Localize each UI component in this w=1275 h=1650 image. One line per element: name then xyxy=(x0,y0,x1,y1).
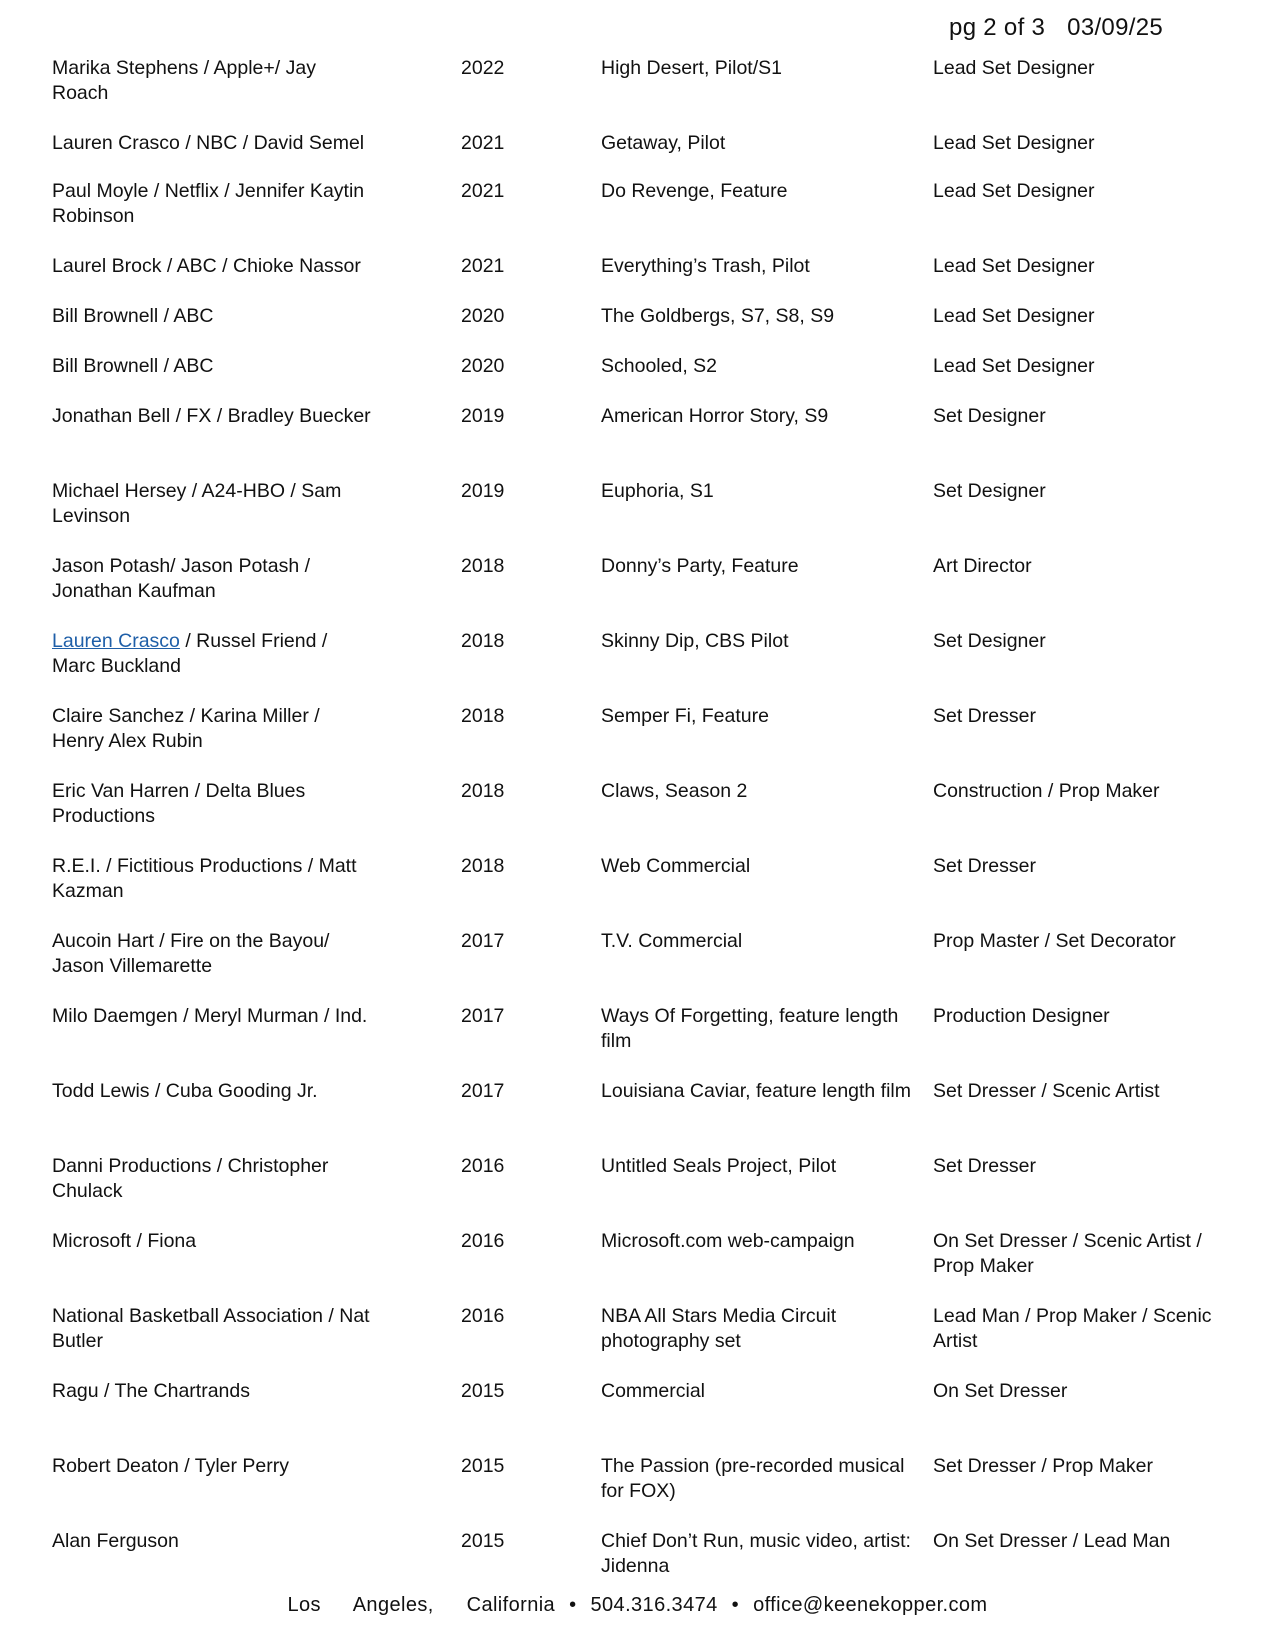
credit-role: Set Dresser / Prop Maker xyxy=(933,1455,1153,1477)
credit-project: Microsoft.com web-campaign xyxy=(601,1230,855,1252)
credit-row xyxy=(52,1000,1232,1075)
credit-project: Skinny Dip, CBS Pilot xyxy=(601,630,789,652)
credit-role: Lead Man / Prop Maker / Scenic Artist xyxy=(933,1305,1212,1352)
credit-project: Ways Of Forgetting, feature length film xyxy=(601,1005,899,1052)
credit-client: Microsoft / Fiona xyxy=(52,1230,197,1252)
credit-project: The Goldbergs, S7, S8, S9 xyxy=(601,305,835,327)
credit-year: 2020 xyxy=(461,305,505,327)
bullet-separator: • xyxy=(569,1594,577,1616)
credit-role: Art Director xyxy=(933,555,1032,577)
credit-year: 2016 xyxy=(461,1230,505,1252)
credit-project: Web Commercial xyxy=(601,855,751,877)
credit-row xyxy=(52,1225,1232,1300)
credit-year: 2016 xyxy=(461,1305,505,1327)
credit-year: 2015 xyxy=(461,1530,505,1552)
credit-role: Lead Set Designer xyxy=(933,132,1095,154)
credit-role: Lead Set Designer xyxy=(933,355,1095,377)
credit-row xyxy=(52,1300,1232,1375)
credit-year: 2019 xyxy=(461,405,505,427)
credit-role: Set Designer xyxy=(933,630,1046,652)
footer-phone: 504.316.3474 xyxy=(590,1594,718,1616)
contact-footer xyxy=(0,1594,1275,1617)
credit-project: Claws, Season 2 xyxy=(601,780,748,802)
credit-project: Schooled, S2 xyxy=(601,355,718,377)
credit-row xyxy=(52,400,1232,475)
client-rest: / Russel Friend / Marc Buckland xyxy=(52,630,328,677)
credit-client: Laurel Brock / ABC / Chioke Nassor xyxy=(52,255,361,277)
credit-client: Robert Deaton / Tyler Perry xyxy=(52,1455,289,1477)
credit-row xyxy=(52,850,1232,925)
credit-role: Set Dresser xyxy=(933,705,1036,727)
credit-year: 2017 xyxy=(461,1005,505,1027)
credit-row xyxy=(52,250,1232,300)
credit-row xyxy=(52,175,1232,250)
credit-client: Marika Stephens / Apple+/ Jay Roach xyxy=(52,57,316,104)
credit-project: American Horror Story, S9 xyxy=(601,405,829,427)
credit-project: The Passion (pre-recorded musical for FOX) xyxy=(601,1455,905,1502)
credit-row xyxy=(52,1450,1232,1525)
credit-row xyxy=(52,300,1232,350)
credit-project: Everything’s Trash, Pilot xyxy=(601,255,810,277)
credit-row xyxy=(52,775,1232,850)
credit-year: 2015 xyxy=(461,1380,505,1402)
credit-year: 2021 xyxy=(461,180,505,202)
credit-role: Lead Set Designer xyxy=(933,255,1095,277)
credit-year: 2018 xyxy=(461,555,505,577)
credit-client: Bill Brownell / ABC xyxy=(52,305,214,327)
credit-row xyxy=(52,700,1232,775)
credit-row xyxy=(52,1375,1232,1450)
credit-year: 2021 xyxy=(461,132,505,154)
credit-year: 2020 xyxy=(461,355,505,377)
client-link[interactable]: Lauren Crasco xyxy=(52,630,180,652)
credit-row xyxy=(52,475,1232,550)
credit-client: Aucoin Hart / Fire on the Bayou/ Jason Villemarette xyxy=(52,930,330,977)
credit-row xyxy=(52,925,1232,1000)
page-number: pg 2 of 3 xyxy=(949,14,1046,41)
credit-role: Prop Master / Set Decorator xyxy=(933,930,1176,952)
page-header xyxy=(949,14,1163,42)
credit-role: Set Designer xyxy=(933,405,1046,427)
credit-role: On Set Dresser / Scenic Artist / Prop Maker xyxy=(933,1230,1202,1277)
credit-year: 2018 xyxy=(461,630,505,652)
credit-row xyxy=(52,1525,1232,1600)
credit-client: Jason Potash/ Jason Potash / Jonathan Kaufman xyxy=(52,555,310,602)
credit-role: Lead Set Designer xyxy=(933,180,1095,202)
credit-role: Set Dresser xyxy=(933,1155,1036,1177)
credit-project: T.V. Commercial xyxy=(601,930,743,952)
credit-client: Jonathan Bell / FX / Bradley Buecker xyxy=(52,405,371,427)
credit-role: Set Designer xyxy=(933,480,1046,502)
credit-role: On Set Dresser xyxy=(933,1380,1068,1402)
footer-email: office@keenekopper.com xyxy=(753,1594,988,1616)
credit-year: 2018 xyxy=(461,780,505,802)
credit-role: Set Dresser / Scenic Artist xyxy=(933,1080,1160,1102)
credit-role: Lead Set Designer xyxy=(933,305,1095,327)
credit-client: Bill Brownell / ABC xyxy=(52,355,214,377)
credit-year: 2018 xyxy=(461,855,505,877)
credits-table xyxy=(52,52,1232,1600)
credit-client: Danni Productions / Christopher Chulack xyxy=(52,1155,329,1202)
credit-year: 2017 xyxy=(461,930,505,952)
credit-client: Ragu / The Chartrands xyxy=(52,1380,250,1402)
credit-role: Set Dresser xyxy=(933,855,1036,877)
credit-project: Chief Don’t Run, music video, artist: Jidenna xyxy=(601,1530,911,1577)
credit-row xyxy=(52,550,1232,625)
credit-client: Lauren Crasco / NBC / David Semel xyxy=(52,132,365,154)
credit-year: 2021 xyxy=(461,255,505,277)
credit-client: R.E.I. / Fictitious Productions / Matt Kazman xyxy=(52,855,357,902)
credit-role: Lead Set Designer xyxy=(933,57,1095,79)
credit-row xyxy=(52,1075,1232,1150)
credit-role: Production Designer xyxy=(933,1005,1110,1027)
credit-client: Todd Lewis / Cuba Gooding Jr. xyxy=(52,1080,318,1102)
credit-project: Getaway, Pilot xyxy=(601,132,726,154)
credit-project: Commercial xyxy=(601,1380,706,1402)
credit-project: Euphoria, S1 xyxy=(601,480,714,502)
credit-client: Claire Sanchez / Karina Miller / Henry Alex Rubin xyxy=(52,705,320,752)
credit-project: Untitled Seals Project, Pilot xyxy=(601,1155,837,1177)
credit-client: Michael Hersey / A24-HBO / Sam Levinson xyxy=(52,480,342,527)
credit-year: 2016 xyxy=(461,1155,505,1177)
credit-project: Do Revenge, Feature xyxy=(601,180,788,202)
header-date: 03/09/25 xyxy=(1067,14,1163,41)
credit-row xyxy=(52,625,1232,700)
credit-row xyxy=(52,1150,1232,1225)
credit-project: Louisiana Caviar, feature length film xyxy=(601,1080,912,1102)
footer-location: Los Angeles, California xyxy=(287,1594,556,1616)
credit-year: 2018 xyxy=(461,705,505,727)
credit-year: 2022 xyxy=(461,57,505,79)
credit-client xyxy=(52,629,372,679)
credit-project: NBA All Stars Media Circuit photography set xyxy=(601,1305,837,1352)
credit-project: Semper Fi, Feature xyxy=(601,705,769,727)
credit-client: National Basketball Association / Nat Butler xyxy=(52,1305,370,1352)
bullet-separator: • xyxy=(731,1594,740,1616)
credit-row xyxy=(52,350,1232,400)
credit-client: Eric Van Harren / Delta Blues Productions xyxy=(52,780,306,827)
credit-role: On Set Dresser / Lead Man xyxy=(933,1530,1171,1552)
credit-client: Paul Moyle / Netflix / Jennifer Kaytin Robinson xyxy=(52,180,365,227)
credit-year: 2017 xyxy=(461,1080,505,1102)
credit-year: 2019 xyxy=(461,480,505,502)
credit-year: 2015 xyxy=(461,1455,505,1477)
credit-project: Donny’s Party, Feature xyxy=(601,555,799,577)
credit-role: Construction / Prop Maker xyxy=(933,780,1160,802)
credit-client: Milo Daemgen / Meryl Murman / Ind. xyxy=(52,1005,368,1027)
credit-row xyxy=(52,127,1232,175)
credit-row xyxy=(52,52,1232,127)
credit-client: Alan Ferguson xyxy=(52,1530,179,1552)
credit-project: High Desert, Pilot/S1 xyxy=(601,57,782,79)
